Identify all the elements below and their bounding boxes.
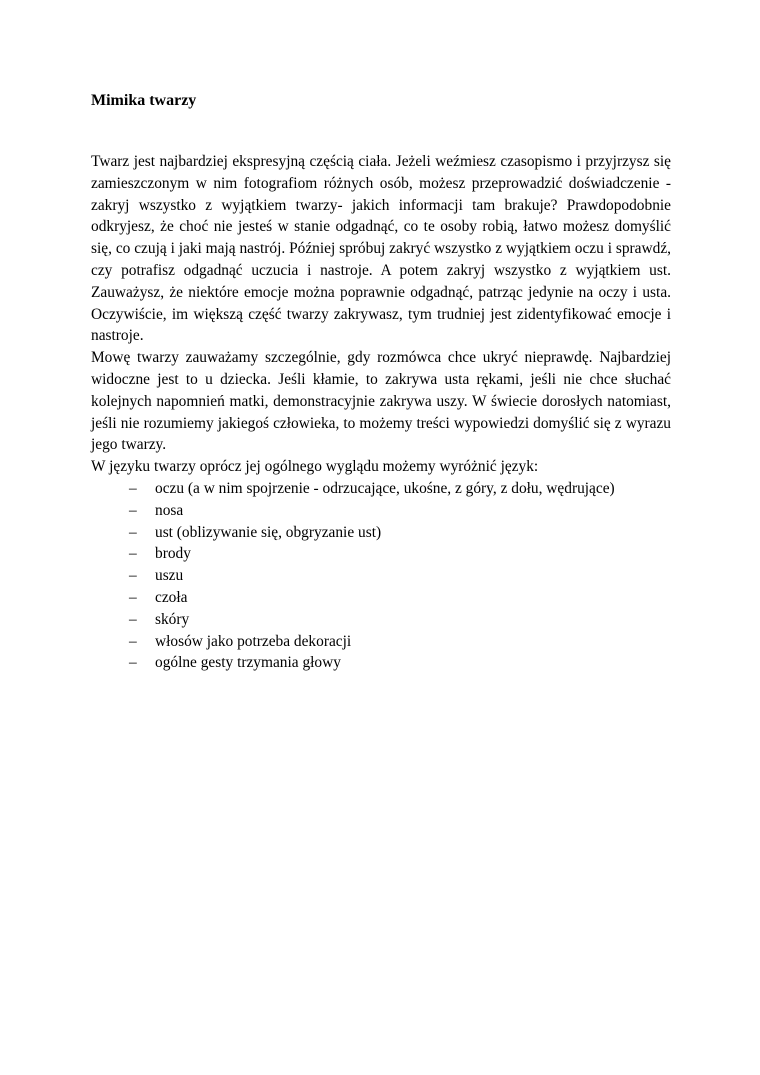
list-dash: –	[129, 588, 137, 606]
list-item-text: nosa	[155, 501, 184, 519]
list-item-text: oczu (a w nim spojrzenie - odrzucające, ukośne, z góry, z dołu, wędrujące)	[155, 479, 615, 497]
paragraph-face-speech: Mowę twarzy zauważamy szczególnie, gdy rozmówca chce ukryć nieprawdę. Najbardziej widoczne jest to u dziecka. Jeśli kłamie, to zakrywa usta rękami, jeśli nie chce słuchać kolejnych napomnień matki, demonstracyjnie zakrywa uszy. W świecie dorosłych natomiast, jeśli nie rozumiemy jakiegoś człowieka, to możemy treści wypowiedzi domyślić się z wyrazu jego twarzy.	[91, 349, 671, 454]
list-item	[91, 631, 671, 653]
list-item	[91, 587, 671, 609]
list-item-text: ust (oblizywanie się, obgryzanie ust)	[155, 523, 382, 541]
list-dash: –	[129, 545, 137, 563]
list-dash: –	[129, 523, 137, 541]
list-item-text: czoła	[155, 588, 188, 606]
list-dash: –	[129, 610, 137, 628]
paragraph-list-intro: W języku twarzy oprócz jej ogólnego wyglądu możemy wyróżnić język:	[91, 458, 539, 476]
list-dash: –	[129, 654, 137, 672]
list-dash: –	[129, 567, 137, 585]
paragraph-face-expressiveness: Twarz jest najbardziej ekspresyjną częścią ciała. Jeżeli weźmiesz czasopismo i przyjrzysz się zamieszczonym w nim fotografiom różnych osób, możesz przeprowadzić doświadczenie - zakryj wszystko z wyjątkiem twarzy- jakich informacji tam brakuje? Prawdopodobnie odkryjesz, że choć nie jesteś w stanie odgadnąć, co te osoby robią, łatwo możesz domyślić się, co czują i jaki mają nastrój. Później spróbuj zakryć wszystko z wyjątkiem oczu i sprawdź, czy potrafisz odgadnąć uczucia i nastroje. A potem zakryj wszystko z wyjątkiem ust. Zauważysz, że niektóre emocje można poprawnie odgadnąć, patrząc jedynie na oczy i usta. Oczywiście, im większą część twarzy zakrywasz, tym trudniej jest zidentyfikować emocje i nastroje.	[91, 153, 671, 345]
list-item	[91, 500, 671, 522]
list-item-text: włosów jako potrzeba dekoracji	[155, 632, 352, 650]
list-item	[91, 522, 671, 544]
list-item	[91, 609, 671, 631]
face-language-list	[91, 478, 671, 674]
list-item-text: uszu	[155, 567, 184, 585]
list-item	[91, 478, 671, 500]
list-item-text: brody	[155, 545, 191, 563]
list-item-text: skóry	[155, 610, 190, 628]
list-dash: –	[129, 632, 137, 650]
list-item-text: ogólne gesty trzymania głowy	[155, 654, 341, 672]
list-dash: –	[129, 501, 137, 519]
list-item	[91, 565, 671, 587]
document-title: Mimika twarzy	[91, 92, 197, 109]
document-body	[91, 151, 671, 674]
list-dash: –	[129, 479, 137, 497]
list-item	[91, 652, 671, 674]
list-item	[91, 543, 671, 565]
